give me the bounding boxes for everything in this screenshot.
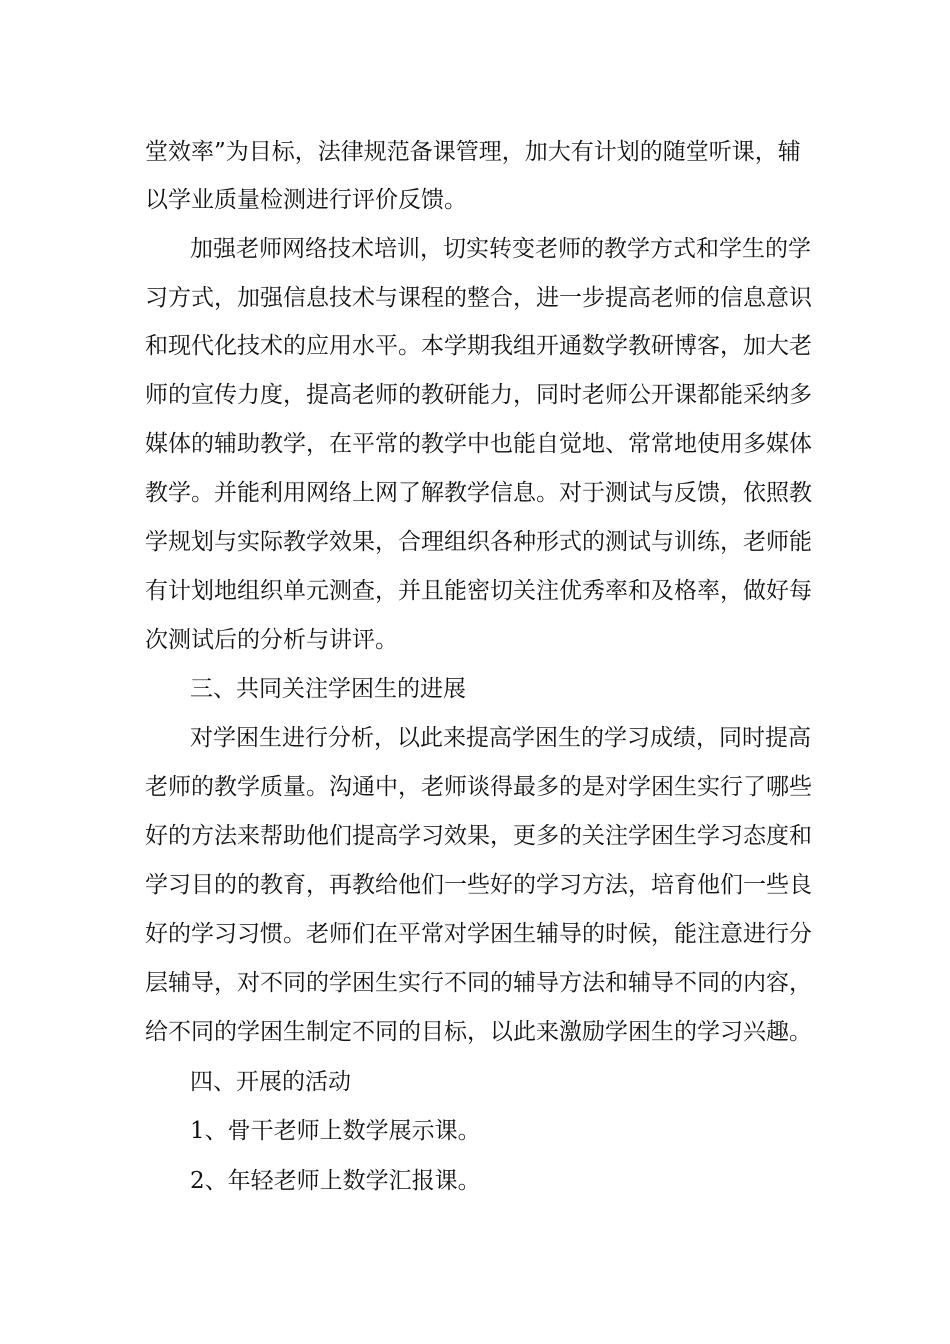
text-line: 学习目的的教育，再教给他们一些好的学习方法，培育他们一些良 [145,872,812,898]
text-line: 媒体的辅助教学，在平常的教学中也能自觉地、常常地使用多媒体 [145,431,812,457]
list-item: 2、年轻老师上数学汇报课。 [190,1168,481,1194]
text-line: 层辅导，对不同的学困生实行不同的辅导方法和辅导不同的内容， [145,970,812,996]
text-line: 以学业质量检测进行评价反馈。 [145,187,467,213]
text-line: 老师的教学质量。沟通中，老师谈得最多的是对学困生实行了哪些 [145,774,812,800]
section-heading: 四、开展的活动 [190,1069,351,1095]
text-line: 教学。并能利用网络上网了解教学信息。对于测试与反馈，依照教 [145,480,812,506]
paragraph-start-line: 加强老师网络技术培训，切实转变老师的教学方式和学生的学 [190,236,811,262]
text-line: 给不同的学困生制定不同的目标，以此来激励学困生的学习兴趣。 [145,1019,812,1045]
text-line: 次测试后的分析与讲评。 [145,627,398,653]
text-line: 和现代化技术的应用水平。本学期我组开通数学教研博客，加大老 [145,333,812,359]
text-line: 习方式，加强信息技术与课程的整合，进一步提高老师的信息意识 [145,285,812,311]
list-item: 1、骨干老师上数学展示课。 [190,1118,481,1144]
paragraph-start-line: 对学困生进行分析，以此来提高学困生的学习成绩，同时提高 [190,725,811,751]
text-line: 师的宣传力度，提高老师的教研能力，同时老师公开课都能采纳多 [145,382,812,408]
section-heading: 三、共同关注学困生的进展 [190,676,466,702]
text-line: 好的方法来帮助他们提高学习效果，更多的关注学困生学习态度和 [145,823,812,849]
text-line: 好的学习习惯。老师们在平常对学困生辅导的时候，能注意进行分 [145,921,812,947]
text-line: 有计划地组织单元测查，并且能密切关注优秀率和及格率，做好每 [145,578,812,604]
text-line: 学规划与实际教学效果，合理组织各种形式的测试与训练，老师能 [145,529,812,555]
text-line: 堂效率”为目标，法律规范备课管理，加大有计划的随堂听课，辅 [145,139,801,165]
